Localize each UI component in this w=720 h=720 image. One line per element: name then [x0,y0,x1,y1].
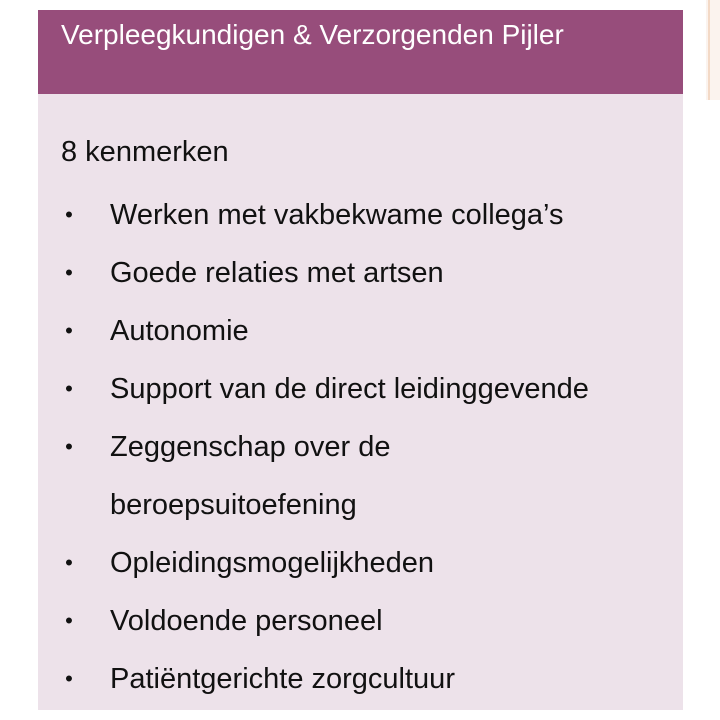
bullet-icon: • [65,550,73,575]
list-item [38,360,683,418]
list-item [38,186,683,244]
list-item [38,244,683,302]
bullet-icon: • [65,608,73,633]
list-item [38,592,683,650]
bullet-icon: • [65,434,73,459]
list-item [38,534,683,592]
characteristics-list [38,186,683,708]
characteristics-card [38,10,683,710]
page-title: Verpleegkundigen & Verzorgenden Pijler [61,19,564,50]
card-header [38,10,683,94]
bullet-icon: • [65,318,73,343]
bullet-icon: • [65,260,73,285]
list-item-label: Werken met vakbekwame collega’s [110,199,564,231]
bullet-icon: • [65,666,73,691]
list-item-label: Opleidingsmogelijkheden [110,547,435,579]
list-item-label: Patiëntgerichte zorgcultuur [110,663,455,695]
list-item-label: Support van de direct leidinggevende [110,373,589,405]
list-item-label: Zeggenschap over de beroepsuitoefening [110,431,391,521]
list-item-label: Autonomie [110,315,249,347]
bullet-icon: • [65,376,73,401]
subtitle: 8 kenmerken [61,136,229,168]
list-item [38,650,683,708]
list-item-label: Goede relaties met artsen [110,257,444,289]
bullet-icon: • [65,202,73,227]
right-edge-decoration [706,0,720,100]
list-item-label: Voldoende personeel [110,605,383,637]
list-item [38,302,683,360]
list-item [38,418,683,534]
